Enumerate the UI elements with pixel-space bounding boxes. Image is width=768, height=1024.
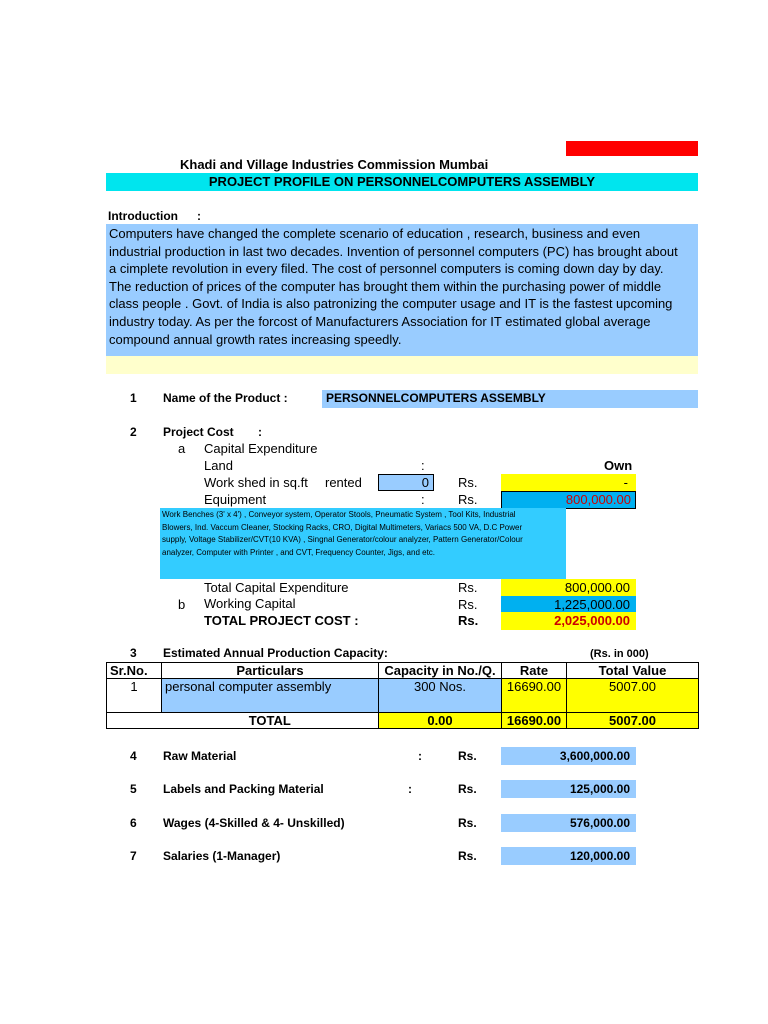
red-marker	[566, 141, 698, 156]
workshed-rented: rented	[325, 475, 362, 490]
equipment-desc-line: Work Benches (3' x 4') , Conveyor system, Operator Stools, Pneumatic System , Tool Kits, Industrial	[162, 510, 516, 519]
equipment-label: Equipment	[204, 492, 267, 507]
intro-line: compound annual growth rates increasing speedly.	[109, 331, 402, 347]
land-colon: :	[421, 458, 425, 473]
item-colon: :	[408, 782, 412, 796]
total-row-blank	[107, 713, 162, 729]
equipment-desc-line: analyzer, Computer with Printer , and CVT, Frequency Counter, Jigs, and etc.	[162, 547, 436, 557]
total-row-total: 5007.00	[567, 713, 699, 729]
header-total-value: Total Value	[567, 663, 699, 679]
intro-label: Introduction	[108, 209, 178, 223]
workshed-qty: 0	[378, 474, 434, 491]
workshed-value: -	[501, 474, 636, 491]
table-header-row	[107, 663, 699, 679]
item-label: Raw Material	[163, 749, 237, 763]
item-num: 5	[130, 782, 137, 796]
item-num: 6	[130, 816, 137, 830]
total-capex-rs: Rs.	[458, 580, 478, 595]
header-rate: Rate	[502, 663, 567, 679]
intro-line: The reduction of prices of the computer has brought them within the purchasing power of middle	[109, 278, 662, 294]
row-total: 5007.00	[567, 679, 699, 713]
item-value: 576,000.00	[501, 814, 636, 832]
equipment-colon: :	[421, 492, 425, 507]
item-label: Salaries (1-Manager)	[163, 849, 281, 863]
header-capacity: Capacity in No./Q.	[379, 663, 502, 679]
row-particulars: personal computer assembly	[162, 679, 379, 713]
row-rate: 16690.00	[502, 679, 567, 713]
row-srno: 1	[107, 679, 162, 713]
item-colon: :	[418, 749, 422, 763]
intro-line: class people . Govt. of India is also patronizing the computer usage and IT is the fastest upcoming	[109, 296, 673, 312]
item-rs: Rs.	[458, 816, 477, 830]
item-rs: Rs.	[458, 782, 477, 796]
production-num: 3	[130, 646, 137, 660]
cost-num: 2	[130, 425, 137, 439]
cost-b: b	[178, 597, 186, 612]
production-table	[106, 662, 699, 729]
land-own: Own	[604, 458, 633, 473]
total-capex-label: Total Capital Expenditure	[204, 580, 349, 595]
item-label: Wages (4-Skilled & 4- Unskilled)	[163, 816, 345, 830]
production-label: Estimated Annual Production Capacity:	[163, 646, 388, 660]
workshed-rs: Rs.	[458, 475, 478, 490]
intro-line: Computers have changed the complete scenario of education , research, business and even	[109, 226, 641, 241]
item-num: 7	[130, 849, 137, 863]
total-cost-value: 2,025,000.00	[501, 612, 636, 630]
total-cost-rs: Rs.	[458, 613, 479, 628]
product-value: PERSONNELCOMPUTERS ASSEMBLY	[322, 390, 698, 408]
intro-text	[109, 225, 678, 348]
intro-spacer	[106, 356, 698, 374]
intro-line: industrial production in last two decades. Invention of personnel computers (PC) has brought about	[109, 243, 678, 259]
table-total-row	[107, 713, 699, 729]
item-value: 120,000.00	[501, 847, 636, 865]
item-rs: Rs.	[458, 749, 477, 763]
row-capacity: 300 Nos.	[379, 679, 502, 713]
page-title: PROJECT PROFILE ON PERSONNELCOMPUTERS ASSEMBLY	[106, 173, 698, 191]
total-row-rate: 16690.00	[502, 713, 567, 729]
working-capital-rs: Rs.	[458, 597, 478, 612]
intro-line: a cimplete revolution in every filed. The cost of personnel computers is coming down day by day.	[109, 261, 664, 277]
equipment-desc-line: supply, Voltage Stabilizer/CVT(10 KVA) , Singnal Generator/colour analyzer, Pattern Generator/Colour	[162, 535, 523, 545]
item-value: 3,600,000.00	[501, 747, 636, 765]
product-label: Name of the Product :	[163, 391, 288, 405]
product-num: 1	[130, 391, 137, 405]
equipment-description	[160, 508, 566, 579]
total-cost-label: TOTAL PROJECT COST :	[204, 613, 359, 628]
equipment-rs: Rs.	[458, 492, 478, 507]
header-particulars: Particulars	[162, 663, 379, 679]
working-capital-value: 1,225,000.00	[501, 596, 636, 613]
header-srno: Sr.No.	[107, 663, 162, 679]
production-unit: (Rs. in 000)	[590, 648, 649, 660]
total-row-capacity: 0.00	[379, 713, 502, 729]
total-row-label: TOTAL	[162, 713, 379, 729]
equipment-value: 800,000.00	[501, 491, 636, 509]
cost-label: Project Cost	[163, 425, 234, 439]
item-value: 125,000.00	[501, 780, 636, 798]
item-rs: Rs.	[458, 849, 477, 863]
cost-a: a	[178, 441, 186, 456]
capex-label: Capital Expenditure	[204, 441, 318, 456]
intro-line: industry today. As per the forcost of Manufacturers Association for IT estimated global average	[109, 313, 651, 329]
working-capital-label: Working Capital	[204, 596, 296, 611]
cost-colon: :	[258, 425, 262, 439]
total-capex-value: 800,000.00	[501, 579, 636, 596]
item-label: Labels and Packing Material	[163, 782, 324, 796]
item-num: 4	[130, 749, 137, 763]
workshed-label: Work shed in sq.ft	[204, 475, 308, 490]
table-row	[107, 679, 699, 713]
equipment-desc-line: Blowers, Ind. Vaccum Cleaner, Stocking Racks, CRO, Digital Multimeters, Variacs 500 VA, D.C Power	[162, 522, 523, 532]
org-name: Khadi and Village Industries Commission Mumbai	[180, 157, 489, 172]
intro-colon: :	[197, 209, 201, 223]
land-label: Land	[204, 458, 233, 473]
